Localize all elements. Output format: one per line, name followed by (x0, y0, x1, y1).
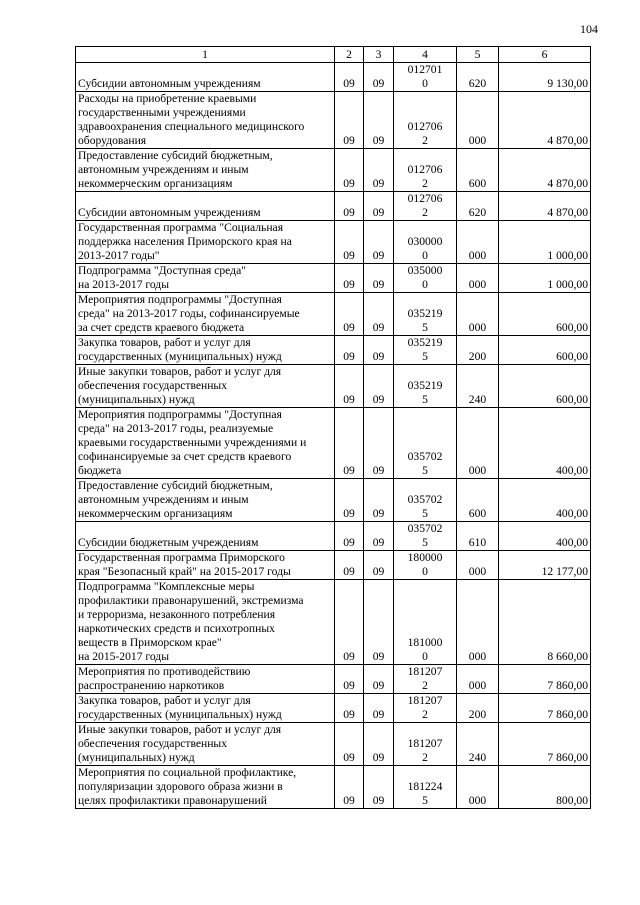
row-section-cell: 09 (335, 293, 364, 336)
target-code-text: 0352195 (407, 336, 443, 363)
table-row (76, 479, 591, 522)
row-section-cell: 09 (335, 694, 364, 723)
table-row (76, 766, 591, 809)
row-amount-cell: 7 860,00 (499, 694, 591, 723)
target-code-text: 1800000 (407, 551, 443, 578)
table-row (76, 551, 591, 580)
row-expense-type-cell: 000 (457, 293, 499, 336)
table-row (76, 192, 591, 221)
target-code-text: 1810000 (407, 636, 443, 663)
row-target-code-cell (394, 694, 457, 723)
row-expense-type-cell: 240 (457, 365, 499, 408)
row-expense-type-cell: 600 (457, 479, 499, 522)
row-subsection-cell: 09 (364, 221, 394, 264)
row-section-cell: 09 (335, 766, 364, 809)
target-code-text: 0127062 (407, 192, 443, 219)
row-subsection-cell: 09 (364, 723, 394, 766)
row-amount-cell: 400,00 (499, 522, 591, 551)
row-expense-type-cell: 000 (457, 665, 499, 694)
row-expense-type-cell: 240 (457, 723, 499, 766)
row-expense-type-cell: 610 (457, 522, 499, 551)
target-code-text: 0357025 (407, 450, 443, 477)
row-expense-type-cell: 200 (457, 336, 499, 365)
row-target-code-cell (394, 723, 457, 766)
row-expense-type-cell: 000 (457, 92, 499, 149)
row-target-code-cell (394, 221, 457, 264)
row-subsection-cell: 09 (364, 694, 394, 723)
row-subsection-cell: 09 (364, 92, 394, 149)
row-section-cell: 09 (335, 551, 364, 580)
table-row (76, 665, 591, 694)
row-name-cell: Закупка товаров, работ и услуг для государственных (муниципальных) нужд (76, 694, 335, 723)
row-expense-type-cell: 000 (457, 766, 499, 809)
row-amount-cell: 1 000,00 (499, 264, 591, 293)
row-name-cell: Мероприятия по социальной профилактике, популяризации здорового образа жизни в целях профилактики правонарушений (76, 766, 335, 809)
target-code-text: 0357025 (407, 522, 443, 549)
row-subsection-cell: 09 (364, 192, 394, 221)
row-subsection-cell: 09 (364, 264, 394, 293)
row-target-code-cell (394, 479, 457, 522)
row-name-cell: Подпрограмма "Доступная среда" на 2013-2017 годы (76, 264, 335, 293)
header-cell: 2 (335, 47, 364, 63)
row-name-cell: Государственная программа "Социальная поддержка населения Приморского края на 2013-2017 годы" (76, 221, 335, 264)
row-target-code-cell (394, 580, 457, 665)
row-target-code-cell (394, 408, 457, 479)
row-subsection-cell: 09 (364, 665, 394, 694)
row-name-cell: Предоставление субсидий бюджетным, автономным учреждениям и иным некоммерческим организациям (76, 479, 335, 522)
table-row (76, 63, 591, 92)
row-section-cell: 09 (335, 580, 364, 665)
row-target-code-cell (394, 665, 457, 694)
table-row (76, 580, 591, 665)
target-code-text: 0300000 (407, 235, 443, 262)
row-amount-cell: 7 860,00 (499, 723, 591, 766)
table-row (76, 694, 591, 723)
row-subsection-cell: 09 (364, 551, 394, 580)
row-amount-cell: 9 130,00 (499, 63, 591, 92)
row-target-code-cell (394, 336, 457, 365)
row-amount-cell: 4 870,00 (499, 92, 591, 149)
target-code-text: 0127010 (407, 63, 443, 90)
row-expense-type-cell: 000 (457, 264, 499, 293)
row-section-cell: 09 (335, 665, 364, 694)
row-subsection-cell: 09 (364, 336, 394, 365)
row-target-code-cell (394, 264, 457, 293)
target-code-text: 1812072 (407, 694, 443, 721)
row-section-cell: 09 (335, 336, 364, 365)
row-subsection-cell: 09 (364, 408, 394, 479)
row-name-cell: Предоставление субсидий бюджетным, автономным учреждениям и иным некоммерческим организациям (76, 149, 335, 192)
page-number: 104 (580, 22, 598, 36)
row-target-code-cell (394, 149, 457, 192)
row-subsection-cell: 09 (364, 522, 394, 551)
row-target-code-cell (394, 522, 457, 551)
row-target-code-cell (394, 293, 457, 336)
row-subsection-cell: 09 (364, 766, 394, 809)
row-target-code-cell (394, 551, 457, 580)
row-target-code-cell (394, 365, 457, 408)
row-amount-cell: 4 870,00 (499, 149, 591, 192)
row-amount-cell: 800,00 (499, 766, 591, 809)
header-row (76, 47, 591, 63)
header-cell: 3 (364, 47, 394, 63)
row-name-cell: Государственная программа Приморского края "Безопасный край" на 2015-2017 годы (76, 551, 335, 580)
row-section-cell: 09 (335, 221, 364, 264)
row-section-cell: 09 (335, 723, 364, 766)
row-target-code-cell (394, 92, 457, 149)
row-amount-cell: 600,00 (499, 336, 591, 365)
row-target-code-cell (394, 192, 457, 221)
row-section-cell: 09 (335, 264, 364, 293)
row-name-cell: Закупка товаров, работ и услуг для государственных (муниципальных) нужд (76, 336, 335, 365)
table-row (76, 92, 591, 149)
row-name-cell: Мероприятия подпрограммы "Доступная среда" на 2013-2017 годы, реализуемые краевыми государственными учреждениями и софинансируемые за счет средств краевого бюджета (76, 408, 335, 479)
table-row (76, 522, 591, 551)
row-expense-type-cell: 000 (457, 580, 499, 665)
row-section-cell: 09 (335, 63, 364, 92)
target-code-text: 0350000 (407, 264, 443, 291)
row-expense-type-cell: 000 (457, 551, 499, 580)
row-amount-cell: 600,00 (499, 293, 591, 336)
budget-table (75, 46, 591, 809)
row-subsection-cell: 09 (364, 580, 394, 665)
row-section-cell: 09 (335, 522, 364, 551)
row-expense-type-cell: 200 (457, 694, 499, 723)
header-cell: 1 (76, 47, 335, 63)
row-section-cell: 09 (335, 479, 364, 522)
target-code-text: 1812072 (407, 737, 443, 764)
row-section-cell: 09 (335, 149, 364, 192)
target-code-text: 0357025 (407, 493, 443, 520)
table-row (76, 365, 591, 408)
row-amount-cell: 1 000,00 (499, 221, 591, 264)
row-target-code-cell (394, 63, 457, 92)
row-name-cell: Мероприятия подпрограммы "Доступная среда" на 2013-2017 годы, софинансируемые за счет средств краевого бюджета (76, 293, 335, 336)
row-target-code-cell (394, 766, 457, 809)
table-row (76, 293, 591, 336)
row-expense-type-cell: 000 (457, 221, 499, 264)
target-code-text: 1812072 (407, 665, 443, 692)
table-row (76, 408, 591, 479)
row-name-cell: Расходы на приобретение краевыми государственными учреждениями здравоохранения специального медицинского оборудования (76, 92, 335, 149)
header-cell: 4 (394, 47, 457, 63)
row-amount-cell: 8 660,00 (499, 580, 591, 665)
header-cell: 6 (499, 47, 591, 63)
row-amount-cell: 12 177,00 (499, 551, 591, 580)
row-name-cell: Подпрограмма "Комплексные меры профилактики правонарушений, экстремизма и терроризма, незаконного потребления наркотических средств и психотропных веществ в Приморском крае" на 2015-2017 годы (76, 580, 335, 665)
table-row (76, 221, 591, 264)
row-amount-cell: 4 870,00 (499, 192, 591, 221)
target-code-text: 0127062 (407, 120, 443, 147)
row-subsection-cell: 09 (364, 365, 394, 408)
row-expense-type-cell: 620 (457, 63, 499, 92)
target-code-text: 0127062 (407, 163, 443, 190)
row-name-cell: Субсидии автономным учреждениям (76, 63, 335, 92)
row-expense-type-cell: 620 (457, 192, 499, 221)
header-cell: 5 (457, 47, 499, 63)
table-row (76, 723, 591, 766)
row-amount-cell: 400,00 (499, 408, 591, 479)
target-code-text: 0352195 (407, 307, 443, 334)
row-section-cell: 09 (335, 408, 364, 479)
row-subsection-cell: 09 (364, 63, 394, 92)
row-name-cell: Мероприятия по противодействию распространению наркотиков (76, 665, 335, 694)
row-name-cell: Субсидии бюджетным учреждениям (76, 522, 335, 551)
row-subsection-cell: 09 (364, 293, 394, 336)
row-name-cell: Субсидии автономным учреждениям (76, 192, 335, 221)
table-row (76, 149, 591, 192)
table-row (76, 336, 591, 365)
row-name-cell: Иные закупки товаров, работ и услуг для обеспечения государственных (муниципальных) нужд (76, 365, 335, 408)
row-section-cell: 09 (335, 92, 364, 149)
row-amount-cell: 400,00 (499, 479, 591, 522)
row-section-cell: 09 (335, 365, 364, 408)
table-row (76, 264, 591, 293)
target-code-text: 0352195 (407, 379, 443, 406)
row-amount-cell: 600,00 (499, 365, 591, 408)
row-expense-type-cell: 600 (457, 149, 499, 192)
row-name-cell: Иные закупки товаров, работ и услуг для обеспечения государственных (муниципальных) нужд (76, 723, 335, 766)
row-subsection-cell: 09 (364, 479, 394, 522)
row-amount-cell: 7 860,00 (499, 665, 591, 694)
row-section-cell: 09 (335, 192, 364, 221)
target-code-text: 1812245 (407, 780, 443, 807)
row-subsection-cell: 09 (364, 149, 394, 192)
row-expense-type-cell: 000 (457, 408, 499, 479)
